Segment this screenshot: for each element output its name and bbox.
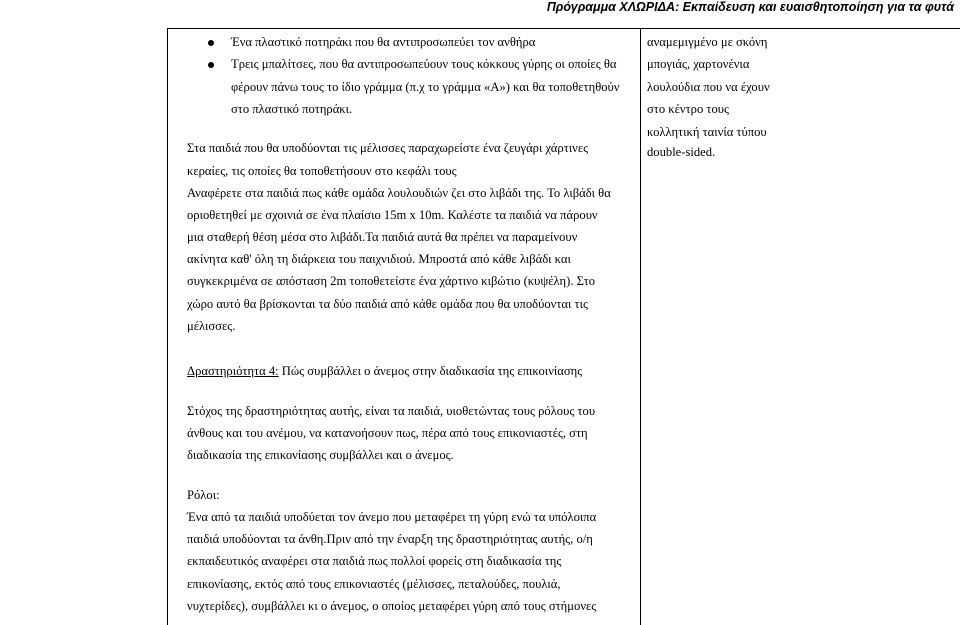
bullet-dot [208,40,214,46]
bullet-dot [208,62,214,68]
paragraph-line: Στα παιδιά που θα υποδύονται τις μέλισσες παραχωρείστε ένα ζευγάρι χάρτινες [187,141,589,155]
paragraph-line: μέλισσες. [187,319,236,333]
goal-line: άνθους και του ανέμου, να κατανοήσουν πως, πέρα από τους επικονιαστές, στη [187,426,588,440]
activity-heading [187,363,582,379]
bullet-continuation: φέρουν πάνω τους το ίδιο γράμμα (π.χ το γράμμα «Α») και θα τοποθετηθούν [231,80,620,94]
document-header: Πρόγραμμα ΧΛΩΡΙΔΑ: Εκπαίδευση και ευαισθητοποίηση για τα φυτά [546,0,954,14]
materials-line: στο κέντρο τους [647,102,729,116]
roles-line: Ένα από τα παιδιά υποδύεται τον άνεμο που μεταφέρει τη γύρη ενώ τα υπόλοιπα [187,510,597,524]
paragraph-line: συγκεκριμένα σε απόσταση 2m τοποθετείστε ένα χάρτινο κιβώτιο (κυψέλη). Στο [187,274,596,288]
roles-line: παιδιά υποδύονται τα άνθη.Πριν από την έναρξη της δραστηριότητας αυτής, ο/η [187,532,593,546]
activity-label: Δραστηριότητα 4: [187,364,279,378]
paragraph-line: οριοθετηθεί με σχοινιά σε ένα πλαίσιο 15m x 10m. Καλέστε τα παιδιά να πάρουν [187,208,598,222]
table-column-divider [640,28,641,625]
activity-title: Πώς συμβάλλει ο άνεμος στην διαδικασία της επικοινίασης [278,364,583,378]
paragraph-line: κεραίες, τις οποίες θα τοποθετήσουν στο κεφάλι τους [187,164,457,178]
roles-line: επικονίασης, εκτός από τους επικονιαστές (μέλισσες, πεταλούδες, πουλιά, [187,577,561,591]
bullet-item: Τρεις μπαλίτσες, που θα αντιπροσωπεύουν τους κόκκους γύρης οι οποίες θα [231,57,617,71]
roles-line: νυχτερίδες), συμβάλλει κι ο άνεμος, ο οποίος μεταφέρει γύρη από τους στήμονες [187,599,597,613]
materials-line: λουλούδια που να έχουν [647,80,770,94]
table-left-border [167,28,168,625]
bullet-continuation: στο πλαστικό ποτηράκι. [231,102,353,116]
paragraph-line: μια σταθερή θέση μέσα στο λιβάδι.Τα παιδιά αυτά θα πρέπει να παραμείνουν [187,230,578,244]
table-top-border [167,28,960,29]
goal-line: Στόχος της δραστηριότητας αυτής, είναι τα παιδιά, υιοθετώντας τους ρόλους του [187,404,596,418]
roles-line: εκπαιδευτικός αναφέρει στα παιδιά πως πολλοί φορείς στη διαδικασία της [187,554,562,568]
materials-line: κολλητική ταινία τύπου [647,125,767,139]
paragraph-line: Αναφέρετε στα παιδιά πως κάθε ομάδα λουλουδιών ζει στο λιβάδι της. Το λιβάδι θα [187,186,611,200]
materials-line: αναμεμιγμένο με σκόνη [647,35,768,49]
materials-line: double-sided. [647,145,716,159]
goal-line: διαδικασία της επικονίασης συμβάλλει και ο άνεμος. [187,448,454,462]
roles-label: Ρόλοι: [187,488,220,502]
materials-line: μπογιάς, χαρτονένια [647,57,750,71]
bullet-item: Ένα πλαστικό ποτηράκι που θα αντιπροσωπεύει τον ανθήρα [231,35,536,49]
paragraph-line: χώρο αυτό θα βρίσκονται τα δύο παιδιά από κάθε ομάδα που θα υποδύονται τις [187,297,588,311]
paragraph-line: ακίνητα καθ' όλη τη διάρκεια του παιχνιδιού. Μπροστά από κάθε λιβάδι και [187,252,571,266]
